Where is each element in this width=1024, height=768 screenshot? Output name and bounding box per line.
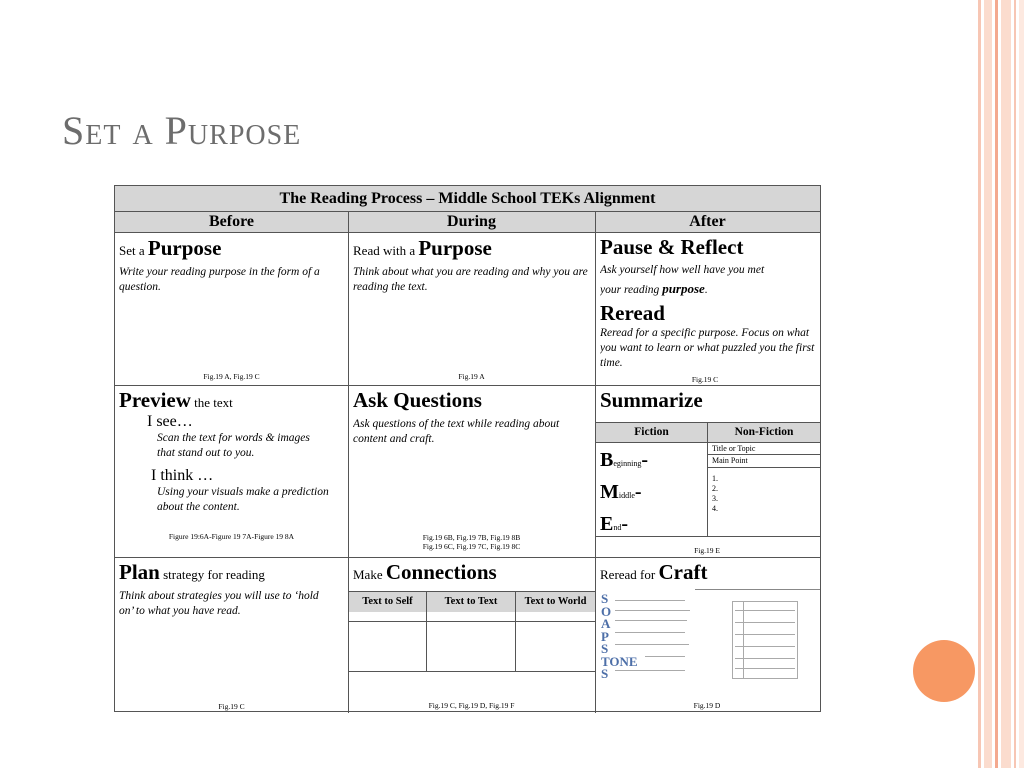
after-craft-heading <box>600 560 820 588</box>
summarize-heading: Summarize <box>600 388 703 412</box>
nf-list-item: 4. <box>712 504 718 513</box>
during-ask-questions-cell <box>353 388 593 556</box>
fig-ref <box>348 533 595 551</box>
fig-ref: Fig.19 A <box>458 372 485 381</box>
nf-list-item: 2. <box>712 484 718 493</box>
soapstone-letter: S <box>601 593 609 606</box>
column-header-during: During <box>447 213 496 230</box>
worksheet-thumbnail <box>732 601 798 679</box>
nf-main-point: Main Point <box>712 456 748 465</box>
nf-list <box>712 474 752 514</box>
during-connections-heading <box>353 560 593 588</box>
table-title: The Reading Process – Middle School TEKs Alignment <box>115 186 820 212</box>
fig-ref: Fig.19 A, Fig.19 C <box>203 372 260 381</box>
ask-questions-heading: Ask Questions <box>353 388 482 412</box>
text-to-world-header: Text to World <box>516 592 595 612</box>
soapstone-letter: S <box>601 666 609 679</box>
soapstone-letter: O <box>601 603 612 619</box>
strategy-label: strategy for reading <box>159 567 265 582</box>
before-plan-cell <box>119 560 345 710</box>
before-preview-cell <box>119 388 345 556</box>
middle-label: Middle- <box>600 481 642 503</box>
before-set-purpose-cell <box>119 236 345 384</box>
after-pause-reflect-cell <box>600 235 820 384</box>
column-header-after: After <box>689 213 726 230</box>
soapstone-letter: A <box>601 616 611 631</box>
pause-reflect-heading: Pause & Reflect <box>600 235 744 259</box>
pause-reflect-description-line2: your reading <box>600 284 663 296</box>
purpose-heading: Purpose <box>418 236 492 260</box>
fig-ref: Fig.19 C <box>218 702 245 711</box>
soapstone-lines-graphic <box>615 596 695 678</box>
beginning-label: Beginning- <box>600 449 649 471</box>
nf-list-item: 1. <box>712 474 718 483</box>
connections-heading: Connections <box>385 560 497 584</box>
read-purpose-description: Think about what you are reading and why you are reading the text. <box>353 266 588 293</box>
the-text-label: the text <box>190 395 233 410</box>
read-with-a-label: Read with a <box>353 243 419 258</box>
set-a-label: Set a <box>119 243 148 258</box>
craft-heading: Craft <box>658 560 708 584</box>
summarize-heading-cell <box>600 388 820 418</box>
nonfiction-header: Non-Fiction <box>708 423 820 442</box>
decorative-circle <box>913 640 975 702</box>
i-think-label: I think … <box>151 467 214 484</box>
fig-ref: Figure 19:6A-Figure 19 7A-Figure 19 8A <box>168 532 295 541</box>
plan-heading: Plan <box>119 560 160 584</box>
make-label: Make <box>353 567 386 582</box>
fiction-header: Fiction <box>596 423 707 442</box>
reread-description: Reread for a specific purpose. Focus on what you want to learn or what puzzled you the first time. <box>600 327 815 369</box>
set-purpose-description: Write your reading purpose in the form of a question. <box>119 266 320 293</box>
column-header-before: Before <box>208 213 254 230</box>
period: . <box>704 284 708 296</box>
fig-ref-line2: Fig.19 6C, Fig.19 7C, Fig.19 8C <box>422 542 521 551</box>
soapstone-letter: S <box>601 641 609 656</box>
end-label: End- <box>600 513 629 534</box>
fig-ref-line1: Fig.19 6B, Fig.19 7B, Fig.19 8B <box>422 533 521 542</box>
fiction-bme <box>600 446 705 534</box>
reading-process-table <box>114 185 821 712</box>
fig-ref: Fig.19 E <box>694 546 720 555</box>
purpose-heading: Purpose <box>147 236 222 260</box>
fig-ref: Fig.19 C <box>691 375 719 384</box>
preview-heading: Preview <box>119 388 191 412</box>
column-header-row <box>115 212 820 233</box>
soapstone-letter: P <box>601 628 609 644</box>
i-think-description: Using your visuals make a prediction about the content. <box>157 486 329 513</box>
text-to-text-header: Text to Text <box>427 592 515 612</box>
reread-heading: Reread <box>600 301 665 325</box>
nf-list-item: 3. <box>712 494 718 503</box>
text-to-self-header: Text to Self <box>349 592 426 612</box>
decorative-stripes <box>978 0 1024 768</box>
purpose-emphasis: purpose <box>662 281 705 296</box>
slide-title: Set a Purpose <box>62 108 302 153</box>
during-read-purpose-cell <box>353 236 593 384</box>
soapstone-letter: TONE <box>601 653 638 669</box>
fig-ref: Fig.19 C, Fig.19 D, Fig.19 F <box>428 701 515 710</box>
ask-questions-description: Ask questions of the text while reading about content and craft. <box>353 418 560 445</box>
pause-reflect-description-line1: Ask yourself how well have you met <box>600 264 765 276</box>
i-see-description: Scan the text for words & images that stand out to you. <box>157 432 310 459</box>
i-see-label: I see… <box>147 413 193 430</box>
reread-for-label: Reread for <box>600 567 659 582</box>
plan-description: Think about strategies you will use to ‘hold on’ to what you have read. <box>119 590 319 617</box>
fig-ref: Fig.19 D <box>693 701 721 710</box>
nf-title-topic: Title or Topic <box>712 444 756 453</box>
